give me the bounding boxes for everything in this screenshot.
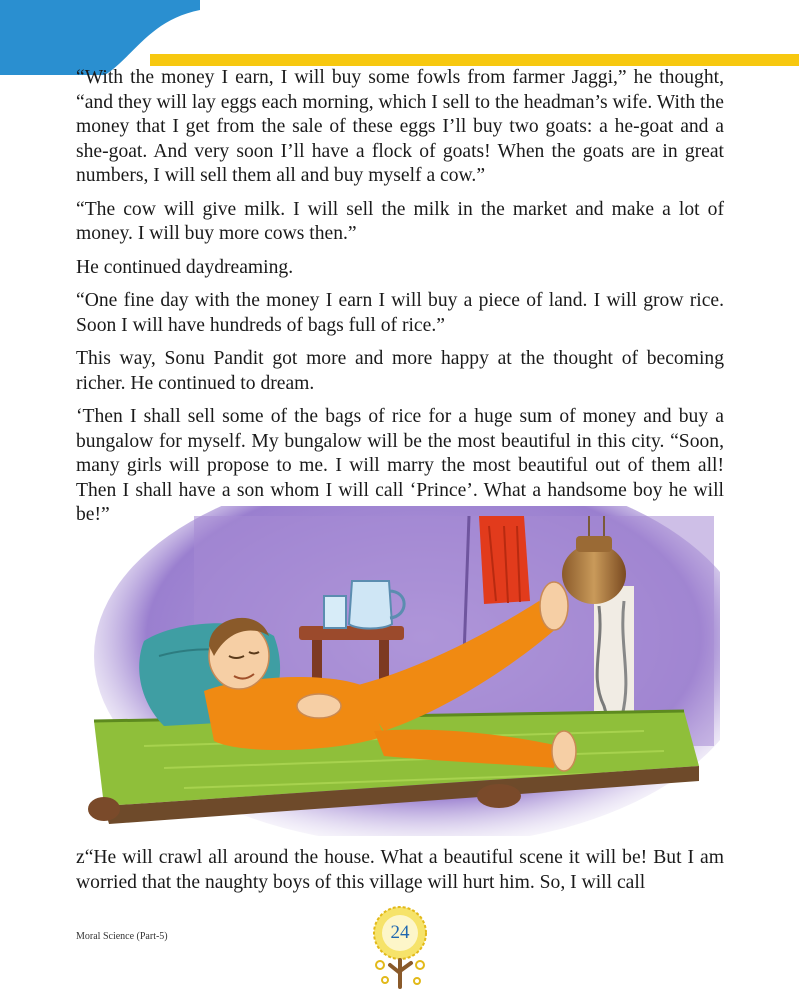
paragraph: This way, Sonu Pandit got more and more happy at the thought of becoming richer. He continued to dream. — [76, 348, 724, 394]
paragraph: “With the money I earn, I will buy some fowls from farmer Jaggi,” he thought, “and they will lay eggs each morning, which I sell to the headman’s wife. With the money that I get from the sale of these eggs I’ll buy two goats: a he-goat and a she-goat. And very soon I’ll have a flock of goats! When the goats are in great numbers, I will sell them all and buy myself a cow.” — [76, 67, 724, 186]
paragraph: ‘Then I shall sell some of the bags of rice for a huge sum of money and buy a bungalow for myself. My bungalow will be the most beautiful in this city. “Soon, many girls will propose to me. I will marry the most beautiful out of them all! Then I shall have a son whom I will call ‘Prince’. What a handsome boy he will be!” — [76, 406, 724, 525]
story-text-continued — [76, 846, 724, 895]
paragraph: “One fine day with the money I earn I will buy a piece of land. I will grow rice. Soon I will have hundreds of bags full of rice.” — [76, 290, 724, 336]
page-number: 24 — [390, 922, 410, 943]
daydreaming-man-illustration — [84, 506, 720, 836]
paragraph: He continued daydreaming. — [76, 256, 294, 278]
book-title: Moral Science (Part-5) — [76, 931, 168, 942]
story-text — [76, 66, 724, 537]
paragraph: z“He will crawl all around the house. What a beautiful scene it will be! But I am worried that the naughty boys of this village will hurt him. So, I will call — [76, 847, 724, 893]
paragraph: “The cow will give milk. I will sell the milk in the market and make a lot of money. I will buy more cows then.” — [76, 198, 724, 244]
